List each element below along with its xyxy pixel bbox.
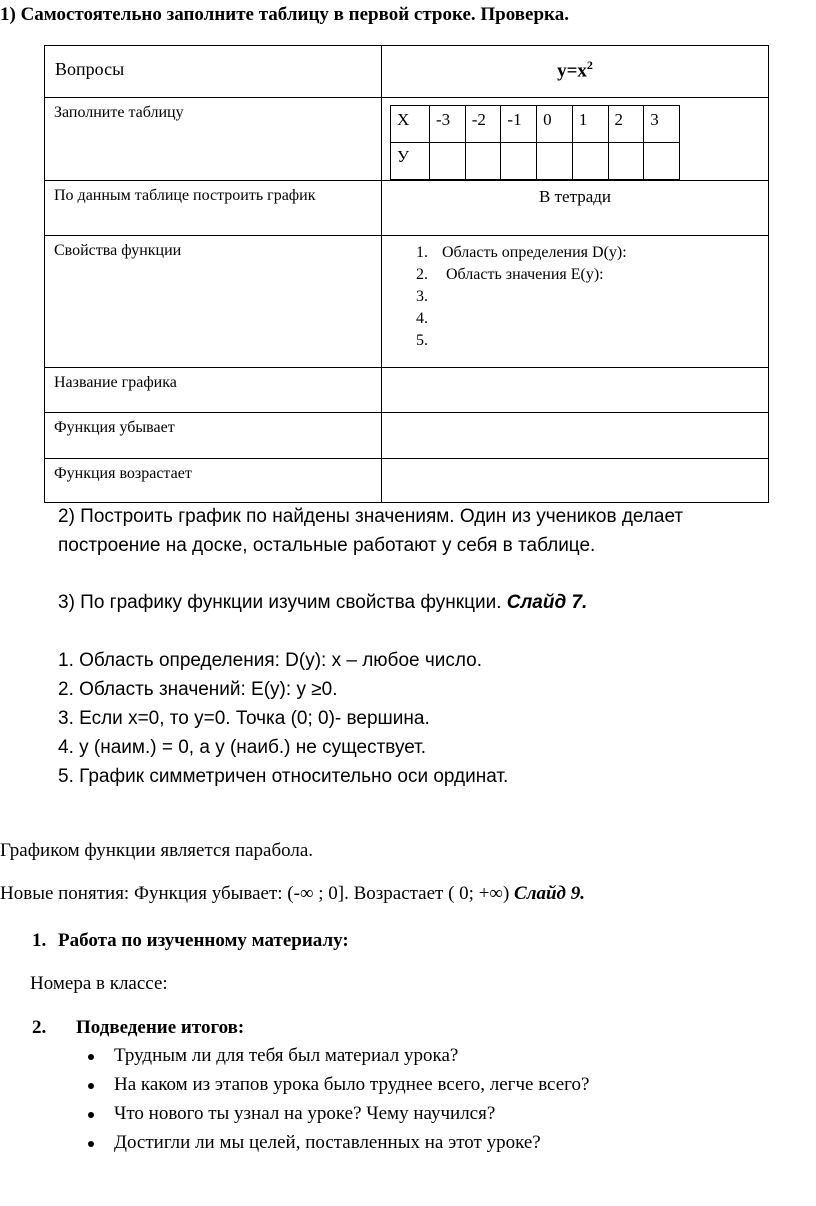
step2-line1: 2) Построить график по найдены значениям. Один из учеников делает <box>58 506 684 527</box>
property-line: 1. Область определения: D(y): х – любое число. <box>58 650 483 671</box>
row-graph-label: По данным таблице построить график <box>54 187 316 204</box>
x-value-cell: 3 <box>644 106 680 143</box>
y-value-cell <box>537 143 573 180</box>
props-list-item: 3. <box>416 288 428 305</box>
y-label-cell: У <box>391 143 430 180</box>
x-label-cell: Х <box>391 106 430 143</box>
questions-table <box>44 45 769 503</box>
props-list-item: 1. Область определения D(y): <box>416 244 627 261</box>
bullet-icon <box>88 1083 94 1089</box>
heading-task-1: 1) Самостоятельно заполните таблицу в первой строке. Проверка. <box>0 4 569 25</box>
x-value-cell: 2 <box>608 106 644 143</box>
y-value-cell <box>644 143 680 180</box>
row-increasing-label: Функция возрастает <box>54 465 192 482</box>
section2-number: 2. <box>32 1017 47 1038</box>
row-name-label: Название графика <box>54 374 177 391</box>
summary-question: Трудным ли для тебя был материал урока? <box>114 1045 459 1066</box>
x-value-cell: -3 <box>430 106 466 143</box>
summary-question: Достигли ли мы целей, поставленных на этот уроке? <box>114 1132 541 1153</box>
step3-paragraph: 3) По графику функции изучим свойства функции. Слайд 7. <box>58 592 588 613</box>
section1-title: Работа по изученному материалу: <box>58 930 349 951</box>
summary-question: Что нового ты узнал на уроке? Чему научился? <box>114 1103 496 1124</box>
y-value-cell <box>465 143 501 180</box>
property-line: 5. График симметричен относительно оси ординат. <box>58 766 509 787</box>
bullet-icon <box>88 1054 94 1060</box>
y-value-cell <box>572 143 608 180</box>
props-list-item: 2. Область значения E(y): <box>416 266 604 283</box>
x-value-cell: -2 <box>465 106 501 143</box>
summary-question: На каком из этапов урока было труднее всего, легче всего? <box>114 1074 590 1095</box>
x-value-cell: -1 <box>501 106 537 143</box>
col2-header: $y=x^2$ <box>557 58 593 82</box>
parabola-statement: Графиком функции является парабола. <box>0 840 314 861</box>
section1-number: 1. <box>32 930 47 951</box>
props-list-item: 5. <box>416 332 428 349</box>
row-fill-label: Заполните таблицу <box>54 104 184 121</box>
row-graph-answer: В тетради <box>539 187 611 206</box>
row-decreasing-label: Функция убывает <box>54 419 175 436</box>
bullet-icon <box>88 1141 94 1147</box>
bullet-icon <box>88 1112 94 1118</box>
x-value-cell: 1 <box>572 106 608 143</box>
x-value-cell: 0 <box>537 106 573 143</box>
y-value-cell <box>501 143 537 180</box>
y-value-cell <box>608 143 644 180</box>
property-line: 3. Если х=0, то у=0. Точка (0; 0)- вершина. <box>58 708 430 729</box>
property-line: 2. Область значений: E(y): у ≥0. <box>58 679 338 700</box>
row-props-label: Свойства функции <box>54 242 182 259</box>
class-numbers: Номера в классе: <box>30 973 168 994</box>
props-list <box>416 242 768 352</box>
property-line: 4. у (наим.) = 0, а у (наиб.) не существует. <box>58 737 427 758</box>
props-list-item: 4. <box>416 310 428 327</box>
y-value-cell <box>430 143 466 180</box>
xy-value-table <box>390 105 680 180</box>
step2-line2: построение на доске, остальные работают у себя в таблице. <box>58 535 596 556</box>
new-concepts: Новые понятия: Функция убывает: (-∞ ; 0]. Возрастает ( 0; +∞) Слайд 9. <box>0 883 585 904</box>
section2-title: Подведение итогов: <box>76 1017 245 1038</box>
col1-header: Вопросы <box>55 59 125 79</box>
